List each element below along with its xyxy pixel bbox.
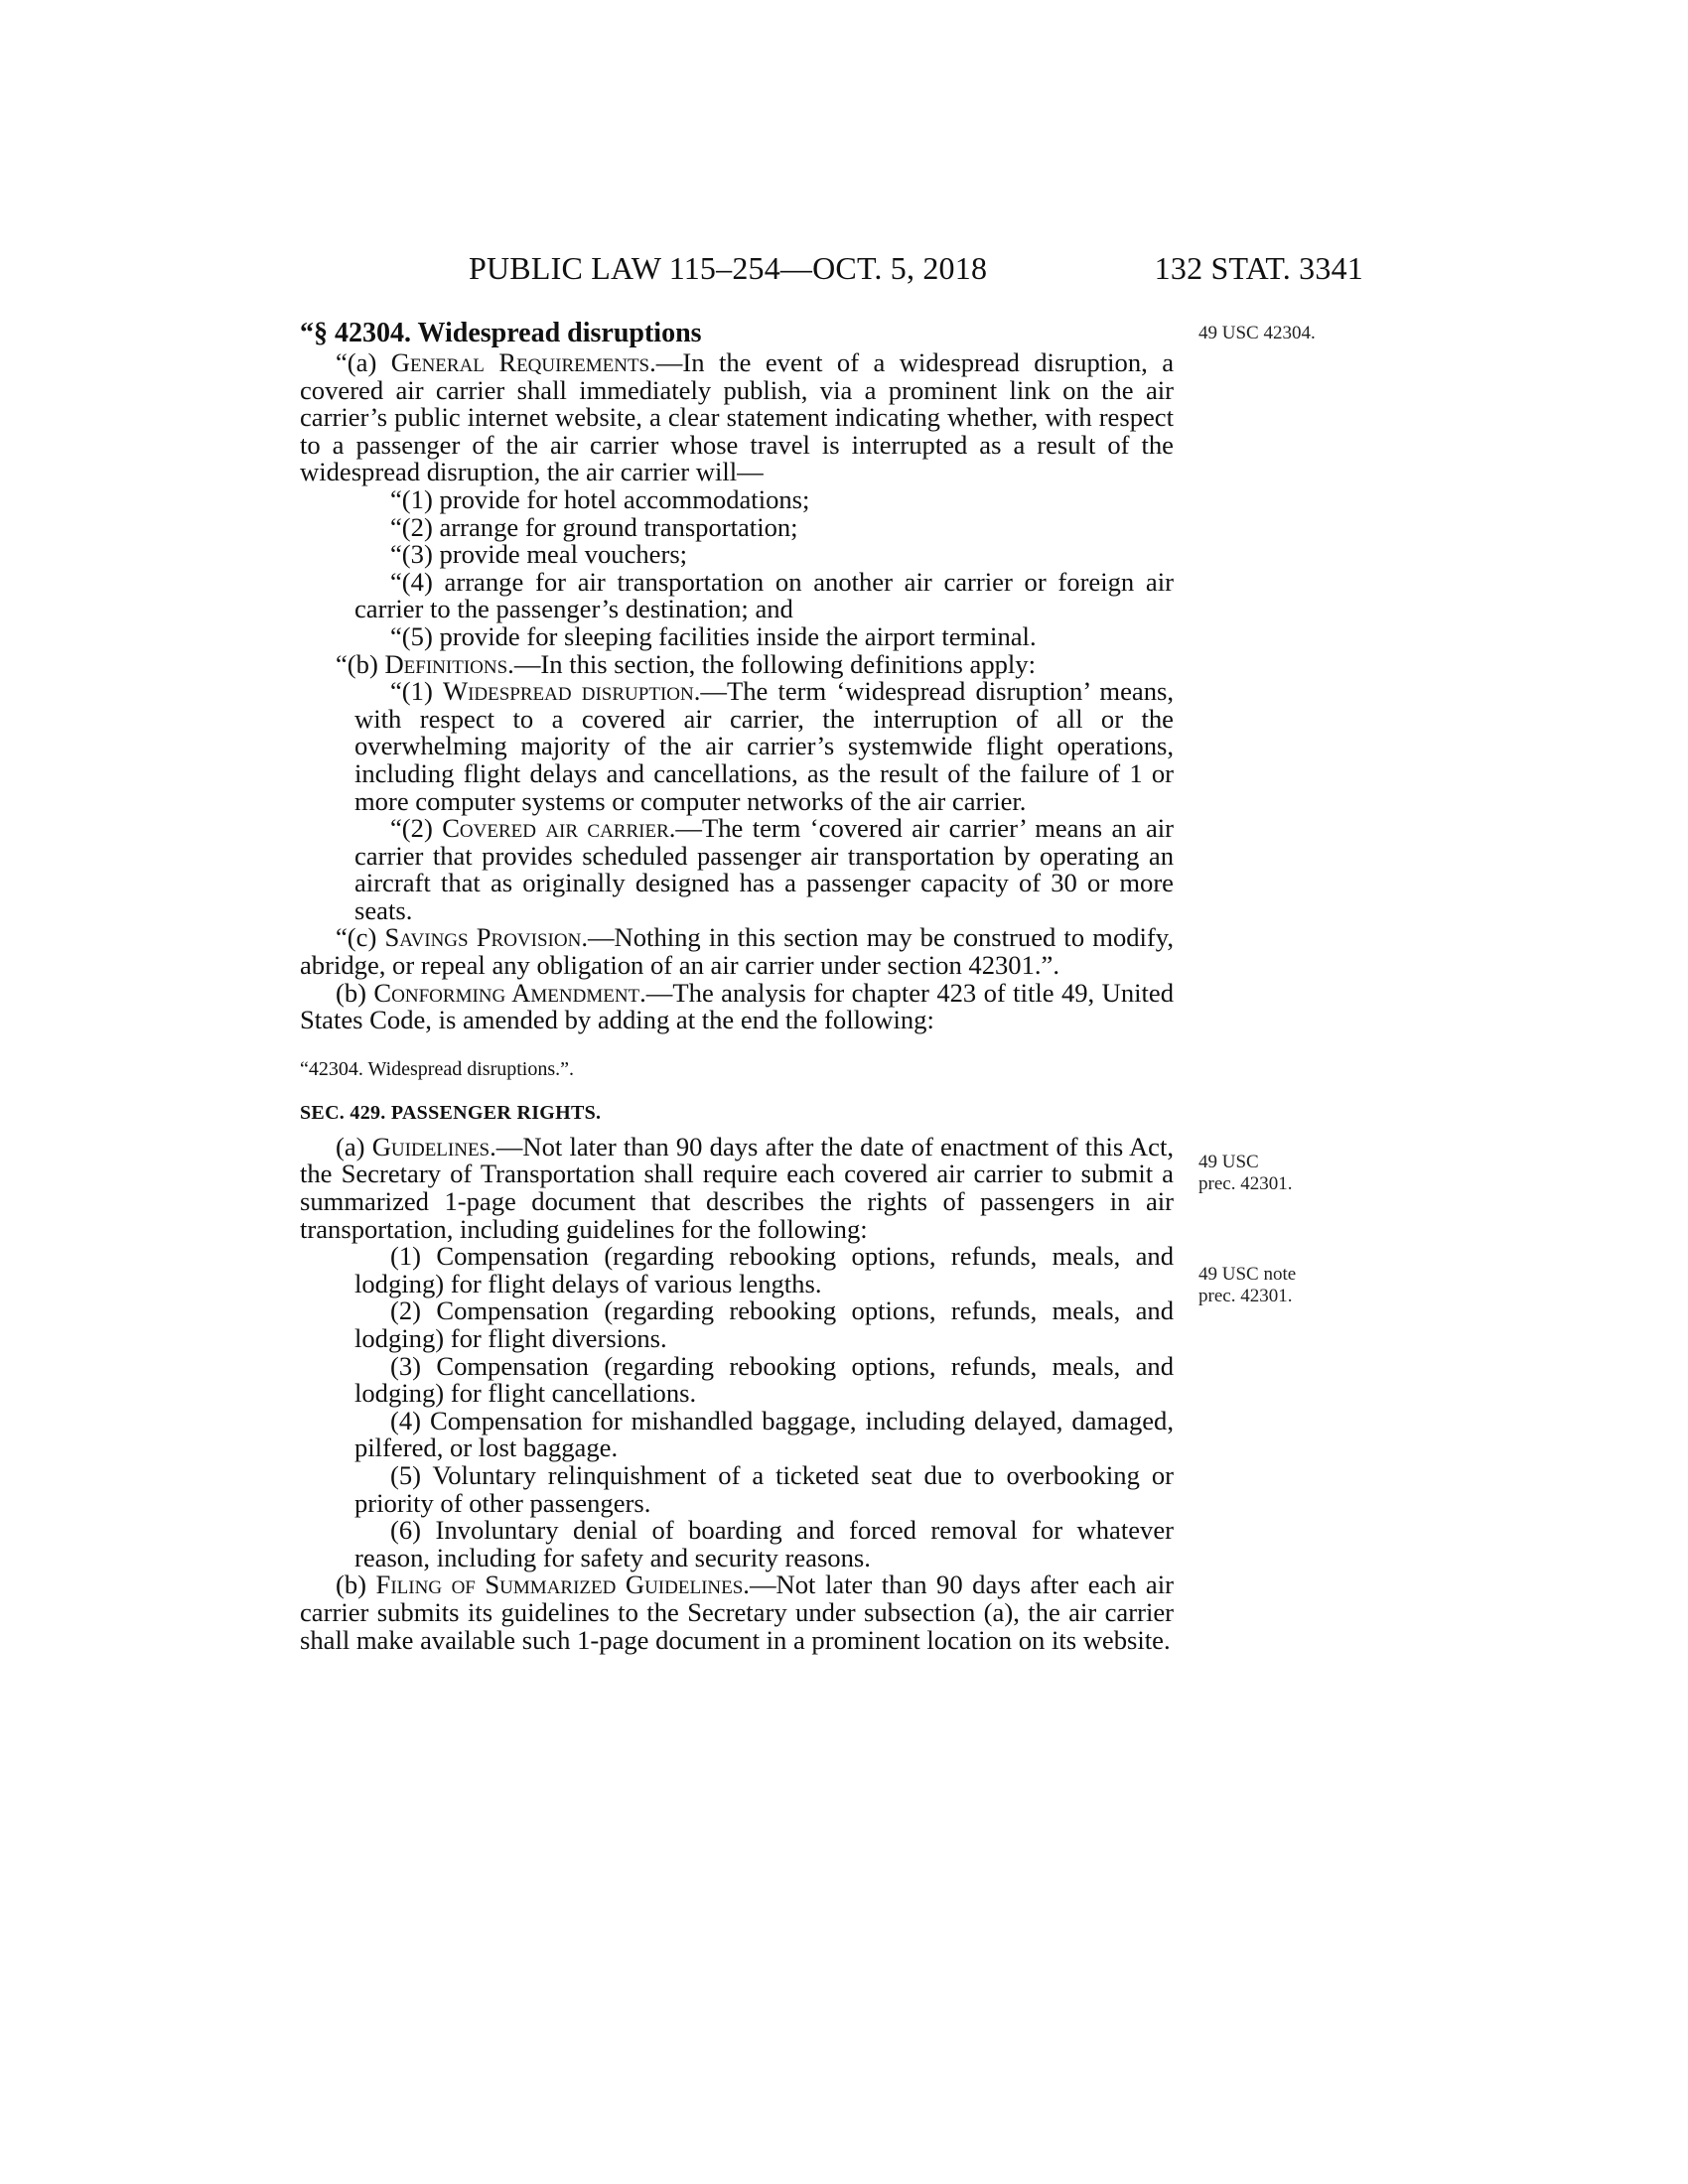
subsection-a-guidelines: [300, 1131, 1174, 1244]
subsection-label: (a): [336, 1131, 372, 1161]
subsection-text: .—The analysis for chapter 423 of title 49, United States Code, is amended by adding at the end the following:: [300, 977, 1174, 1035]
subsection-text: .—In the event of a widespread disruption, a covered air carrier shall immediately publish, via a prominent link on the air carrier’s public internet website, a clear statement indicating whether, with respect to a passenger of the air carrier whose travel is interrupted as a result of the widespread disruption, the air carrier will—: [300, 347, 1174, 487]
definition-covered-air-carrier: [300, 815, 1174, 924]
list-item: (5) Voluntary relinquishment of a ticketed seat due to overbooking or priority of other passengers.: [354, 1459, 1174, 1518]
margin-note-line: 49 USC: [1198, 1152, 1259, 1172]
conforming-amendment: [300, 977, 1174, 1035]
subsection-caption: Filing of Summarized Guidelines: [375, 1570, 744, 1600]
subsection-text: .—In this section, the following definitions apply:: [507, 648, 1036, 679]
subsection-label: (b): [336, 1570, 376, 1600]
subsection-b-filing-of-summarized-guidelines: [300, 1571, 1174, 1654]
subsection-caption: Guidelines: [371, 1131, 491, 1161]
list-item: (2) Compensation (regarding rebooking options, refunds, meals, and lodging) for flight diversions.: [354, 1296, 1174, 1353]
paragraph-label: “(2): [390, 813, 443, 844]
paragraph-text: .—The term ‘covered air carrier’ means an air carrier that provides scheduled passenger air transportation by operating an aircraft that as originally designed has a passenger capacity of 30 or more seats.: [354, 813, 1174, 925]
section-429-heading: SEC. 429. PASSENGER RIGHTS.: [300, 1101, 602, 1124]
subsection-caption: Savings Provision: [384, 922, 582, 953]
margin-note-49-usc-prec: [1198, 1152, 1292, 1195]
subsection-label: “(b): [336, 648, 385, 679]
subsection-c-savings-provision: [300, 924, 1174, 979]
paragraph-caption: Covered air carrier: [442, 813, 669, 844]
subsection-label: (b): [336, 977, 374, 1008]
analysis-table-entry: “42304. Widespread disruptions.”.: [300, 1057, 574, 1080]
list-item: “(5) provide for sleeping facilities inside the airport terminal.: [390, 620, 1037, 651]
paragraph-text: .—The term ‘widespread disruption’ means, with respect to a covered air carrier, the interruption of all or the overwhelming majority of the air carrier’s systemwide flight operations, including flight delays and cancellations, as the result of the failure of 1 or more computer systems or computer networks of the air carrier.: [354, 676, 1174, 816]
subsection-text: .—Not later than 90 days after each air carrier submits its guidelines to the Secretary under subsection (a), the air carrier shall make available such 1-page document in a prominent location on its website.: [300, 1570, 1174, 1655]
list-item: (1) Compensation (regarding rebooking options, refunds, meals, and lodging) for flight delays of various lengths.: [354, 1241, 1174, 1298]
subsection-b-definitions: [300, 648, 1174, 679]
list-item: (6) Involuntary denial of boarding and forced removal for whatever reason, including for safety and security reasons.: [354, 1515, 1174, 1572]
list-item: (4) Compensation for mishandled baggage, including delayed, damaged, pilfered, or lost baggage.: [354, 1405, 1174, 1463]
subsection-caption: General Requirements: [390, 347, 650, 377]
list-item: “(3) provide meal vouchers;: [390, 539, 688, 570]
running-head-title: PUBLIC LAW 115–254—OCT. 5, 2018: [469, 250, 988, 286]
list-item: “(1) provide for hotel accommodations;: [390, 483, 810, 514]
subsection-text: .—Nothing in this section may be construed to modify, abridge, or repeal any obligation of an air carrier under section 42301.”.: [300, 922, 1174, 981]
subsection-label: “(a): [336, 347, 391, 377]
subsection-caption: Conforming Amendment: [373, 977, 640, 1008]
running-head-stat-page: 132 STAT. 3341: [1154, 250, 1363, 286]
main-text-column: [300, 318, 1174, 1654]
list-item: “(4) arrange for air transportation on another air carrier or foreign air carrier to the passenger’s destination; and: [354, 566, 1174, 624]
section-42304-heading: “§ 42304. Widespread disruptions: [300, 318, 702, 348]
subsection-caption: Definitions: [384, 648, 508, 679]
list-item: (3) Compensation (regarding rebooking options, refunds, meals, and lodging) for flight cancellations.: [354, 1350, 1174, 1409]
margin-note-line: prec. 42301.: [1198, 1286, 1293, 1306]
subsection-a-general-requirements: [300, 349, 1174, 486]
margin-note-49-usc-note: [1198, 1264, 1296, 1307]
paragraph-label: “(1): [390, 676, 443, 707]
paragraph-caption: Widespread disruption: [442, 676, 694, 707]
subsection-label: “(c): [336, 922, 385, 953]
list-item: “(2) arrange for ground transportation;: [390, 511, 798, 542]
margin-note-line: prec. 42301.: [1198, 1173, 1293, 1194]
definition-widespread-disruption: [300, 678, 1174, 815]
margin-note-line: 49 USC note: [1198, 1264, 1297, 1285]
margin-note-49-usc-42304: 49 USC 42304.: [1198, 323, 1316, 343]
subsection-text: .—Not later than 90 days after the date of enactment of this Act, the Secretary of Transportation shall require each covered air carrier to submit a summarized 1-page document that describes the rights of passengers in air transportation, including guidelines for the following:: [300, 1131, 1174, 1244]
